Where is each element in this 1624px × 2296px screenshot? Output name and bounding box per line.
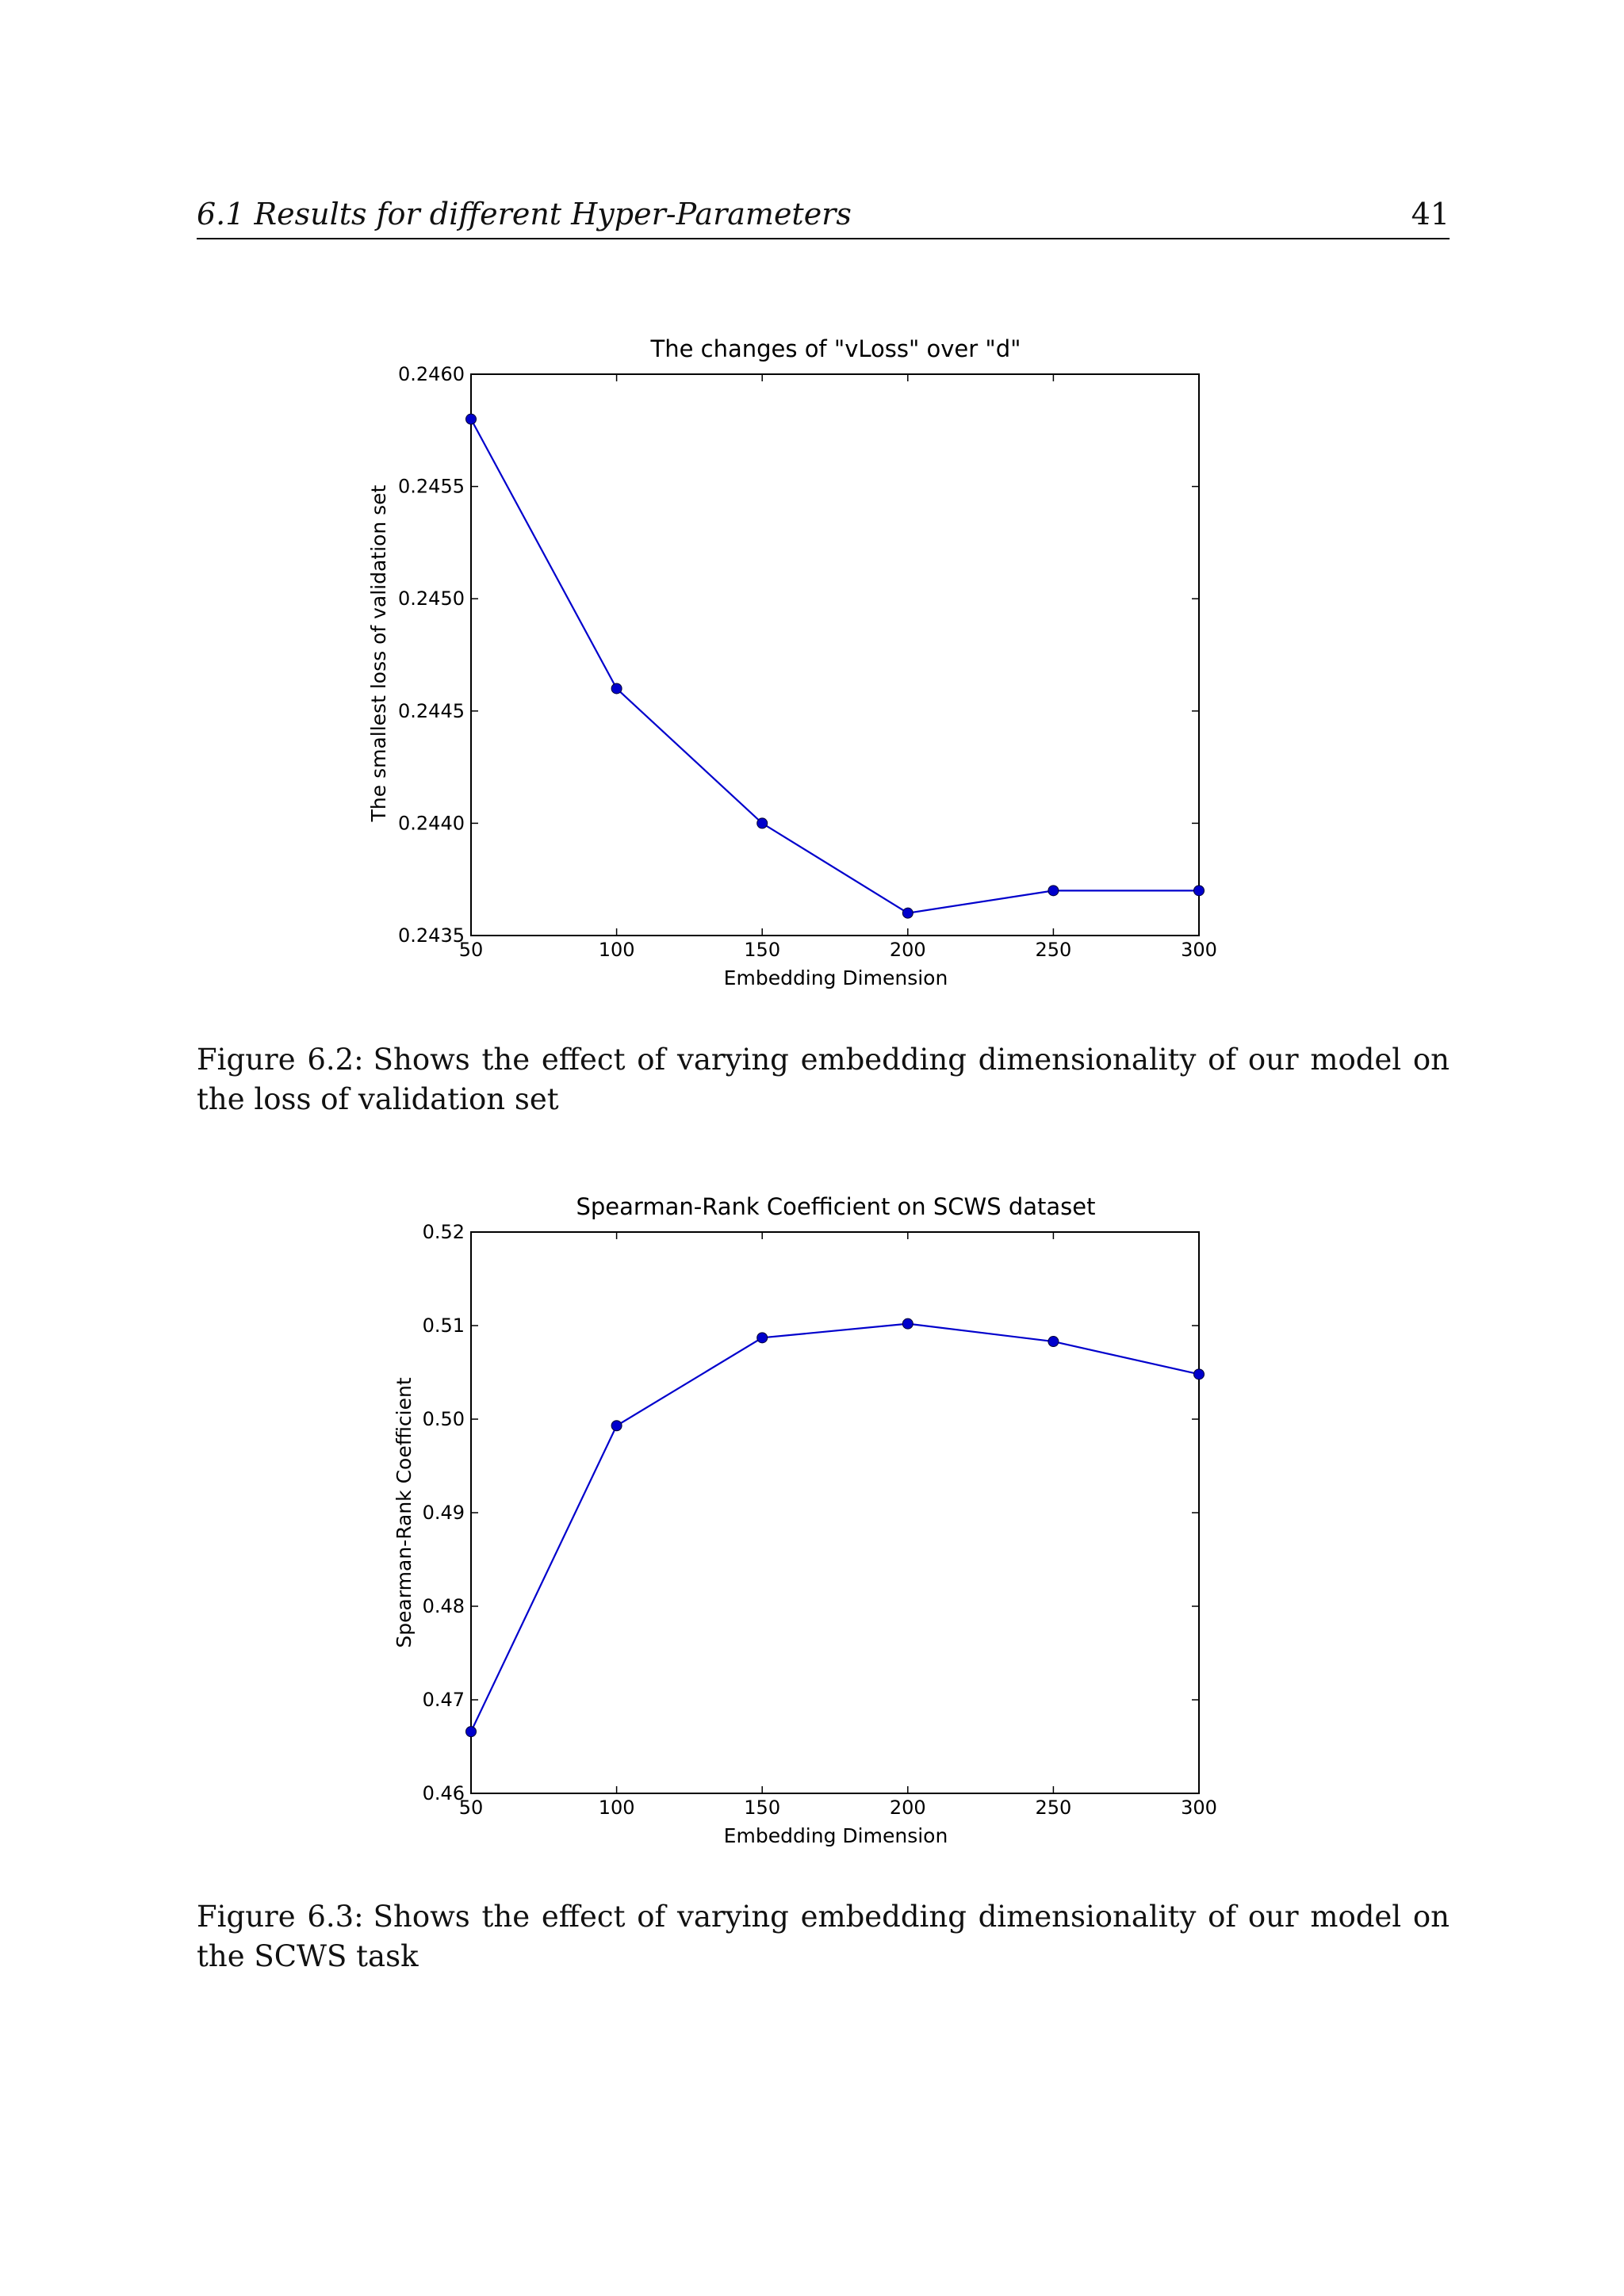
data-point [466,414,477,424]
section-title: 6.1 Results for different Hyper-Parameters [197,197,852,232]
y-tick-label: 0.46 [422,1782,465,1804]
x-tick-label: 150 [744,1797,781,1819]
x-tick-label: 100 [598,1797,635,1819]
plot-frame [471,1232,1199,1793]
x-tick-label: 200 [889,1797,926,1819]
x-tick-label: 300 [1181,1797,1217,1819]
x-tick-label: 250 [1035,1797,1072,1819]
y-tick-label: 0.49 [422,1502,465,1524]
y-tick-label: 0.2445 [398,699,465,722]
y-tick-label: 0.50 [422,1408,465,1430]
data-point [466,1727,477,1737]
x-tick-label: 100 [598,939,635,961]
data-point [1194,886,1205,896]
data-point [611,1421,622,1431]
x-axis-label: Embedding Dimension [723,966,948,989]
series-line [471,1324,1199,1732]
y-tick-label: 0.2455 [398,475,465,498]
chart-title: The changes of "vLoss" over "d" [650,335,1021,362]
y-tick-label: 0.48 [422,1595,465,1617]
x-tick-label: 150 [744,939,781,961]
y-tick-label: 0.2435 [398,924,465,947]
y-axis-label: The smallest loss of validation set [367,484,390,822]
figure-6-3-caption [197,1897,1450,1976]
caption-text: Shows the effect of varying embedding dimensionality of our model on the SCWS task [197,1900,1450,1973]
y-tick-label: 0.52 [422,1221,465,1243]
y-axis-label: Spearman-Rank Coefficient [393,1377,416,1648]
x-axis-label: Embedding Dimension [723,1824,948,1847]
x-tick-label: 300 [1181,939,1217,961]
caption-label: Figure 6.3: [197,1900,364,1934]
data-point [902,908,913,918]
y-tick-label: 0.47 [422,1689,465,1711]
x-tick-label: 200 [889,939,926,961]
caption-label: Figure 6.2: [197,1043,364,1077]
series-line [471,419,1199,913]
data-point [1048,886,1059,896]
data-point [757,818,768,828]
y-tick-label: 0.2460 [398,363,465,385]
y-tick-label: 0.51 [422,1314,465,1337]
y-tick-label: 0.2450 [398,587,465,610]
figure-6-2-chart [0,325,1624,1007]
chart-title: Spearman-Rank Coefficient on SCWS dataset [576,1193,1096,1220]
plot-frame [471,374,1199,936]
data-point [611,683,622,694]
figure-6-3-chart [0,1183,1624,1865]
x-tick-label: 250 [1035,939,1072,961]
x-tick-label: 50 [458,1797,484,1819]
page-number: 41 [1411,197,1450,232]
data-point [1194,1369,1205,1380]
figure-6-2-caption [197,1040,1450,1119]
data-point [902,1318,913,1329]
data-point [1048,1337,1059,1347]
x-tick-label: 50 [458,939,484,961]
y-tick-label: 0.2440 [398,812,465,835]
running-header [197,193,1450,239]
caption-text: Shows the effect of varying embedding dimensionality of our model on the loss of validation set [197,1043,1450,1116]
data-point [757,1333,768,1343]
